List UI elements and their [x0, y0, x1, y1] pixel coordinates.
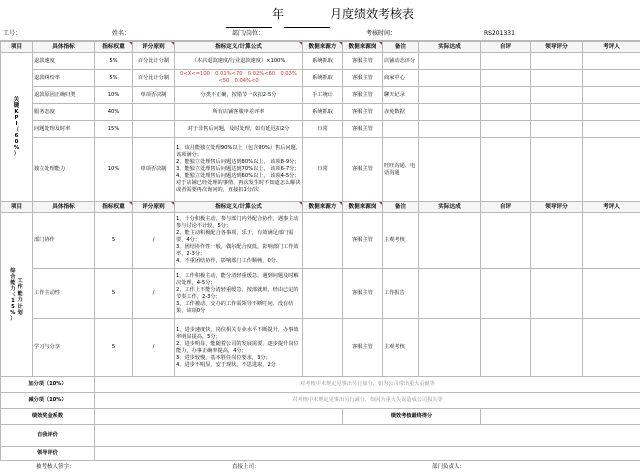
data-source-post: 客服主管 [343, 121, 383, 138]
header-cell: 指标定义/计算公式 [175, 42, 303, 53]
header-cell: 数据来源岗 [343, 202, 383, 213]
reviewer-input[interactable] [583, 70, 640, 87]
review-time-label: 考核时间： [366, 30, 397, 37]
self-score-input[interactable] [481, 269, 531, 319]
metric-weight: 5% [95, 70, 133, 87]
metric-name: 独立处理能力 [33, 138, 95, 202]
kpi-row [1, 87, 640, 104]
header-cell: 评分原则 [133, 42, 175, 53]
reviewer-input[interactable] [583, 138, 640, 202]
leader-score-input[interactable] [531, 213, 583, 269]
self-score-input[interactable] [481, 87, 531, 104]
scoring-rule: / [133, 319, 175, 377]
leader-score-input[interactable] [531, 319, 583, 377]
dept-head-label: 部门负责人： [432, 464, 466, 470]
kpi-table [0, 41, 640, 461]
header-cell: 项目 [1, 202, 33, 213]
actual-result-input[interactable] [419, 70, 481, 87]
signature-footer [0, 461, 640, 473]
metric-formula: （本店退款速度/行业退款速度）×100% [175, 53, 303, 70]
header-cell: 备注 [383, 202, 419, 213]
name-label: 姓名： [112, 30, 131, 37]
self-score-input[interactable] [481, 121, 531, 138]
reviewer-input[interactable] [583, 213, 640, 269]
remark: 旺旺沟通、电话沟通 [383, 138, 419, 202]
section-ability-label [1, 213, 33, 377]
remark: 聊天记录 [383, 87, 419, 104]
metric-name: 部门协作 [33, 213, 95, 269]
metric-name: 问题处理及时率 [33, 121, 95, 138]
header-cell: 领导评分 [531, 42, 583, 53]
section-ability-title: 综 合 能 力 （ 1 5 % ） [10, 267, 16, 322]
reviewer-input[interactable] [583, 269, 640, 319]
remark: 赤免数据 [383, 104, 419, 121]
scoring-rule: / [133, 269, 175, 319]
year-label: 年 [271, 7, 284, 21]
metric-formula: 对于非售后问题，及时处理，如有延迟扣2分 [175, 121, 303, 138]
header-row-2 [1, 202, 640, 213]
self-score-input[interactable] [481, 104, 531, 121]
metric-name: 工作主动性 [33, 269, 95, 319]
scoring-rule: 单项否决制 [133, 138, 175, 202]
data-source-post: 客服主管 [343, 269, 383, 319]
reviewer-input[interactable] [583, 319, 640, 377]
leader-score-input[interactable] [531, 70, 583, 87]
data-source: 系统抓取 [303, 70, 343, 87]
scoring-rule: 百分比计分制 [133, 70, 175, 87]
metric-formula: 1、工作积极主动，能分清轻重缓急，遇到问题及时解决处理，4-5分； 2、工作上不能分清轻重缓急，按部就班，经由已定的节奏工作，2-3分； 3、工作被动，交办的工作需领导不断叮问，没有结果，该项0分 [175, 269, 303, 319]
self-score-input[interactable] [481, 319, 531, 377]
data-source [303, 319, 343, 377]
data-source-post: 客服主管 [343, 104, 383, 121]
form-number: RS201331 [484, 30, 515, 37]
kpi-row [1, 138, 640, 202]
header-cell: 评分原则 [133, 202, 175, 213]
year-blank[interactable] [226, 14, 272, 28]
actual-result-input[interactable] [419, 87, 481, 104]
reviewer-input[interactable] [583, 87, 640, 104]
direct-superior-label: 直接上司： [232, 464, 260, 470]
metric-formula: 1、十分积极主动，参与部门内外配合协作，遇事主动参与讨论不计较，5分； 2、能主动积极配合各事项，乐于，有效满足部门需要，4分； 3、团结协作性一般，偶尔配合度低，影响部门工作效率，2-3分； 4、不重团结协作，影响部门工作顺畅，0分。 [175, 213, 303, 269]
metric-name: 退款纠纷率 [33, 70, 95, 87]
actual-result-input[interactable] [419, 104, 481, 121]
coefficient-value[interactable] [95, 409, 343, 425]
actual-result-input[interactable] [419, 121, 481, 138]
header-cell: 自评 [481, 42, 531, 53]
remark [383, 121, 419, 138]
actual-result-input[interactable] [419, 213, 481, 269]
metric-weight: 15% [95, 121, 133, 138]
header-cell: 实际达成 [419, 202, 481, 213]
metric-name: 学习与分享 [33, 319, 95, 377]
leader-score-input[interactable] [531, 121, 583, 138]
metric-formula: 1、该月能独立处理90%以上（包含90%）售后问题，该项满分； 2、能独立处理售后问题达到80%以上， 该项8-9分； 3、能独立处理售后问题达到70%以上， 该项6-7分； 4、能独立处理售后问题达到60%以上， 该项4-5分； 对于店铺已经处理的事情，再次发生时不知道怎么解决或者需要再次询问的，直接扣1分/次 [175, 138, 303, 202]
metric-weight: 5 [95, 319, 133, 377]
scoring-rule [133, 121, 175, 138]
data-source-post: 客服主管 [343, 319, 383, 377]
header-cell: 项目 [1, 42, 33, 53]
metric-weight: 10% [95, 138, 133, 202]
header-cell: 指标权重 [95, 202, 133, 213]
header-cell: 考评人 [583, 202, 640, 213]
leader-score-input[interactable] [531, 53, 583, 70]
metric-name: 退款原因正确归类 [33, 87, 95, 104]
remark: 主观考核 [383, 213, 419, 269]
scoring-rule: 单项否决制 [133, 87, 175, 104]
kpi-row [1, 121, 640, 138]
actual-result-input[interactable] [419, 319, 481, 377]
self-score-input[interactable] [481, 70, 531, 87]
metric-name: 服务态度 [33, 104, 95, 121]
section-ability-label-group [1, 268, 32, 322]
bonus-row [1, 377, 640, 393]
reviewer-input[interactable] [583, 104, 640, 121]
data-source: 日常 [303, 121, 343, 138]
metric-weight: 5 [95, 269, 133, 319]
metric-formula: 0<X<=100 0.01%<70 0.02%<60 0.03%<50 0.04%<0 [175, 70, 303, 87]
section-kpi-label: 关 键 K P I （ 6 0 % ） [1, 53, 33, 202]
month-blank[interactable] [284, 14, 330, 28]
kpi-row [1, 104, 640, 121]
data-source: 系统抓取 [303, 53, 343, 70]
minus-row [1, 393, 640, 409]
title-text: 月度绩效考核表 [330, 7, 415, 21]
actual-result-input[interactable] [419, 53, 481, 70]
header-cell: 数据来源方 [303, 42, 343, 53]
ability-row [1, 213, 640, 269]
data-source-post: 客服主管 [343, 138, 383, 202]
metric-formula: 所有店铺客服申差评率 [175, 104, 303, 121]
data-source: 手工统计 [303, 87, 343, 104]
self-score-input[interactable] [481, 213, 531, 269]
info-bar [0, 28, 640, 41]
leader-score-input[interactable] [531, 104, 583, 121]
kpi-row [1, 53, 640, 70]
section-ability-subtitle: 工 作 能 力 计 划 [17, 277, 23, 316]
metric-weight: 40% [95, 104, 133, 121]
leader-review-field[interactable] [95, 447, 640, 461]
header-cell: 自评 [481, 202, 531, 213]
data-source-post: 客服主管 [343, 53, 383, 70]
self-review-label: 自我评价 [1, 425, 95, 447]
data-source: 日常 [303, 138, 343, 202]
bonus-desc: 对考核中未规定见事出另行加分，如为公司带出重大贡献等 [95, 377, 640, 393]
self-review-row [1, 425, 640, 447]
minus-desc: 对考核中未规定见事出另行减分，如因为重大失误造成公司损失等 [95, 393, 640, 409]
header-cell: 备注 [383, 42, 419, 53]
coefficient-label: 绩效奖金系数 [1, 409, 95, 425]
header-cell: 实际达成 [419, 42, 481, 53]
bonus-label: 加分项（10%） [1, 377, 95, 393]
minus-label: 减分项（10%） [1, 393, 95, 409]
leader-review-label: 领导评价 [1, 447, 95, 461]
header-cell: 指标定义/计算公式 [175, 202, 303, 213]
header-cell: 指标权重 [95, 42, 133, 53]
ability-row [1, 269, 640, 319]
header-cell: 具体指标 [33, 42, 95, 53]
header-row-1 [1, 42, 640, 53]
actual-result-input[interactable] [419, 138, 481, 202]
metric-formula: 1、进步速度快，岗位相关专业水平不断提升，办事效率明显提高，5分； 2、进步明显，能随着公司的发展需要，逐步提升岗位能力，办事正确率提高，4分； 3、进步较慢，基本胜任岗位要求，3分； 4、进步不明显，安于现状，不思进取，2分 [175, 319, 303, 377]
header-cell: 领导评分 [531, 202, 583, 213]
final-score-label: 绩效考核最终得分 [343, 409, 481, 425]
header-cell: 考评人 [583, 42, 640, 53]
header-cell: 具体指标 [33, 202, 95, 213]
reviewer-input[interactable] [583, 53, 640, 70]
actual-result-input[interactable] [419, 269, 481, 319]
self-score-input[interactable] [481, 53, 531, 70]
header-cell: 数据来源岗 [343, 42, 383, 53]
leader-score-input[interactable] [531, 138, 583, 202]
form-title [0, 0, 640, 28]
remark: 工作报告 [383, 269, 419, 319]
leader-review-row [1, 447, 640, 461]
data-source [303, 213, 343, 269]
header-cell: 数据来源方 [303, 202, 343, 213]
signer-label: 被考核人签字： [36, 464, 75, 470]
metric-weight: 10% [95, 87, 133, 104]
remark: 主观考核 [383, 319, 419, 377]
metric-formula: 分类不正确，按错节一次扣2-5分 [175, 87, 303, 104]
kpi-row [1, 70, 640, 87]
metric-weight: 5% [95, 53, 133, 70]
leader-score-input[interactable] [531, 269, 583, 319]
metric-name: 退款速度 [33, 53, 95, 70]
remark: 商家中心 [383, 70, 419, 87]
self-review-field[interactable] [95, 425, 640, 447]
dept-label: 部门/岗位： [232, 30, 265, 37]
scoring-rule [133, 104, 175, 121]
data-source [303, 269, 343, 319]
data-source: 系统抓取 [303, 104, 343, 121]
self-score-input[interactable] [481, 138, 531, 202]
leader-score-input[interactable] [531, 87, 583, 104]
scoring-rule: / [133, 213, 175, 269]
data-source-post: 客服主管 [343, 87, 383, 104]
metric-weight: 5 [95, 213, 133, 269]
coefficient-row [1, 409, 640, 425]
ability-row [1, 319, 640, 377]
employee-no-label: 工号： [3, 30, 22, 37]
reviewer-input[interactable] [583, 121, 640, 138]
final-score-value[interactable] [481, 409, 640, 425]
data-source-post: 客服主管 [343, 70, 383, 87]
data-source-post: 客服主管 [343, 213, 383, 269]
scoring-rule: 百分比计分制 [133, 53, 175, 70]
remark: 店铺动态评分 [383, 53, 419, 70]
